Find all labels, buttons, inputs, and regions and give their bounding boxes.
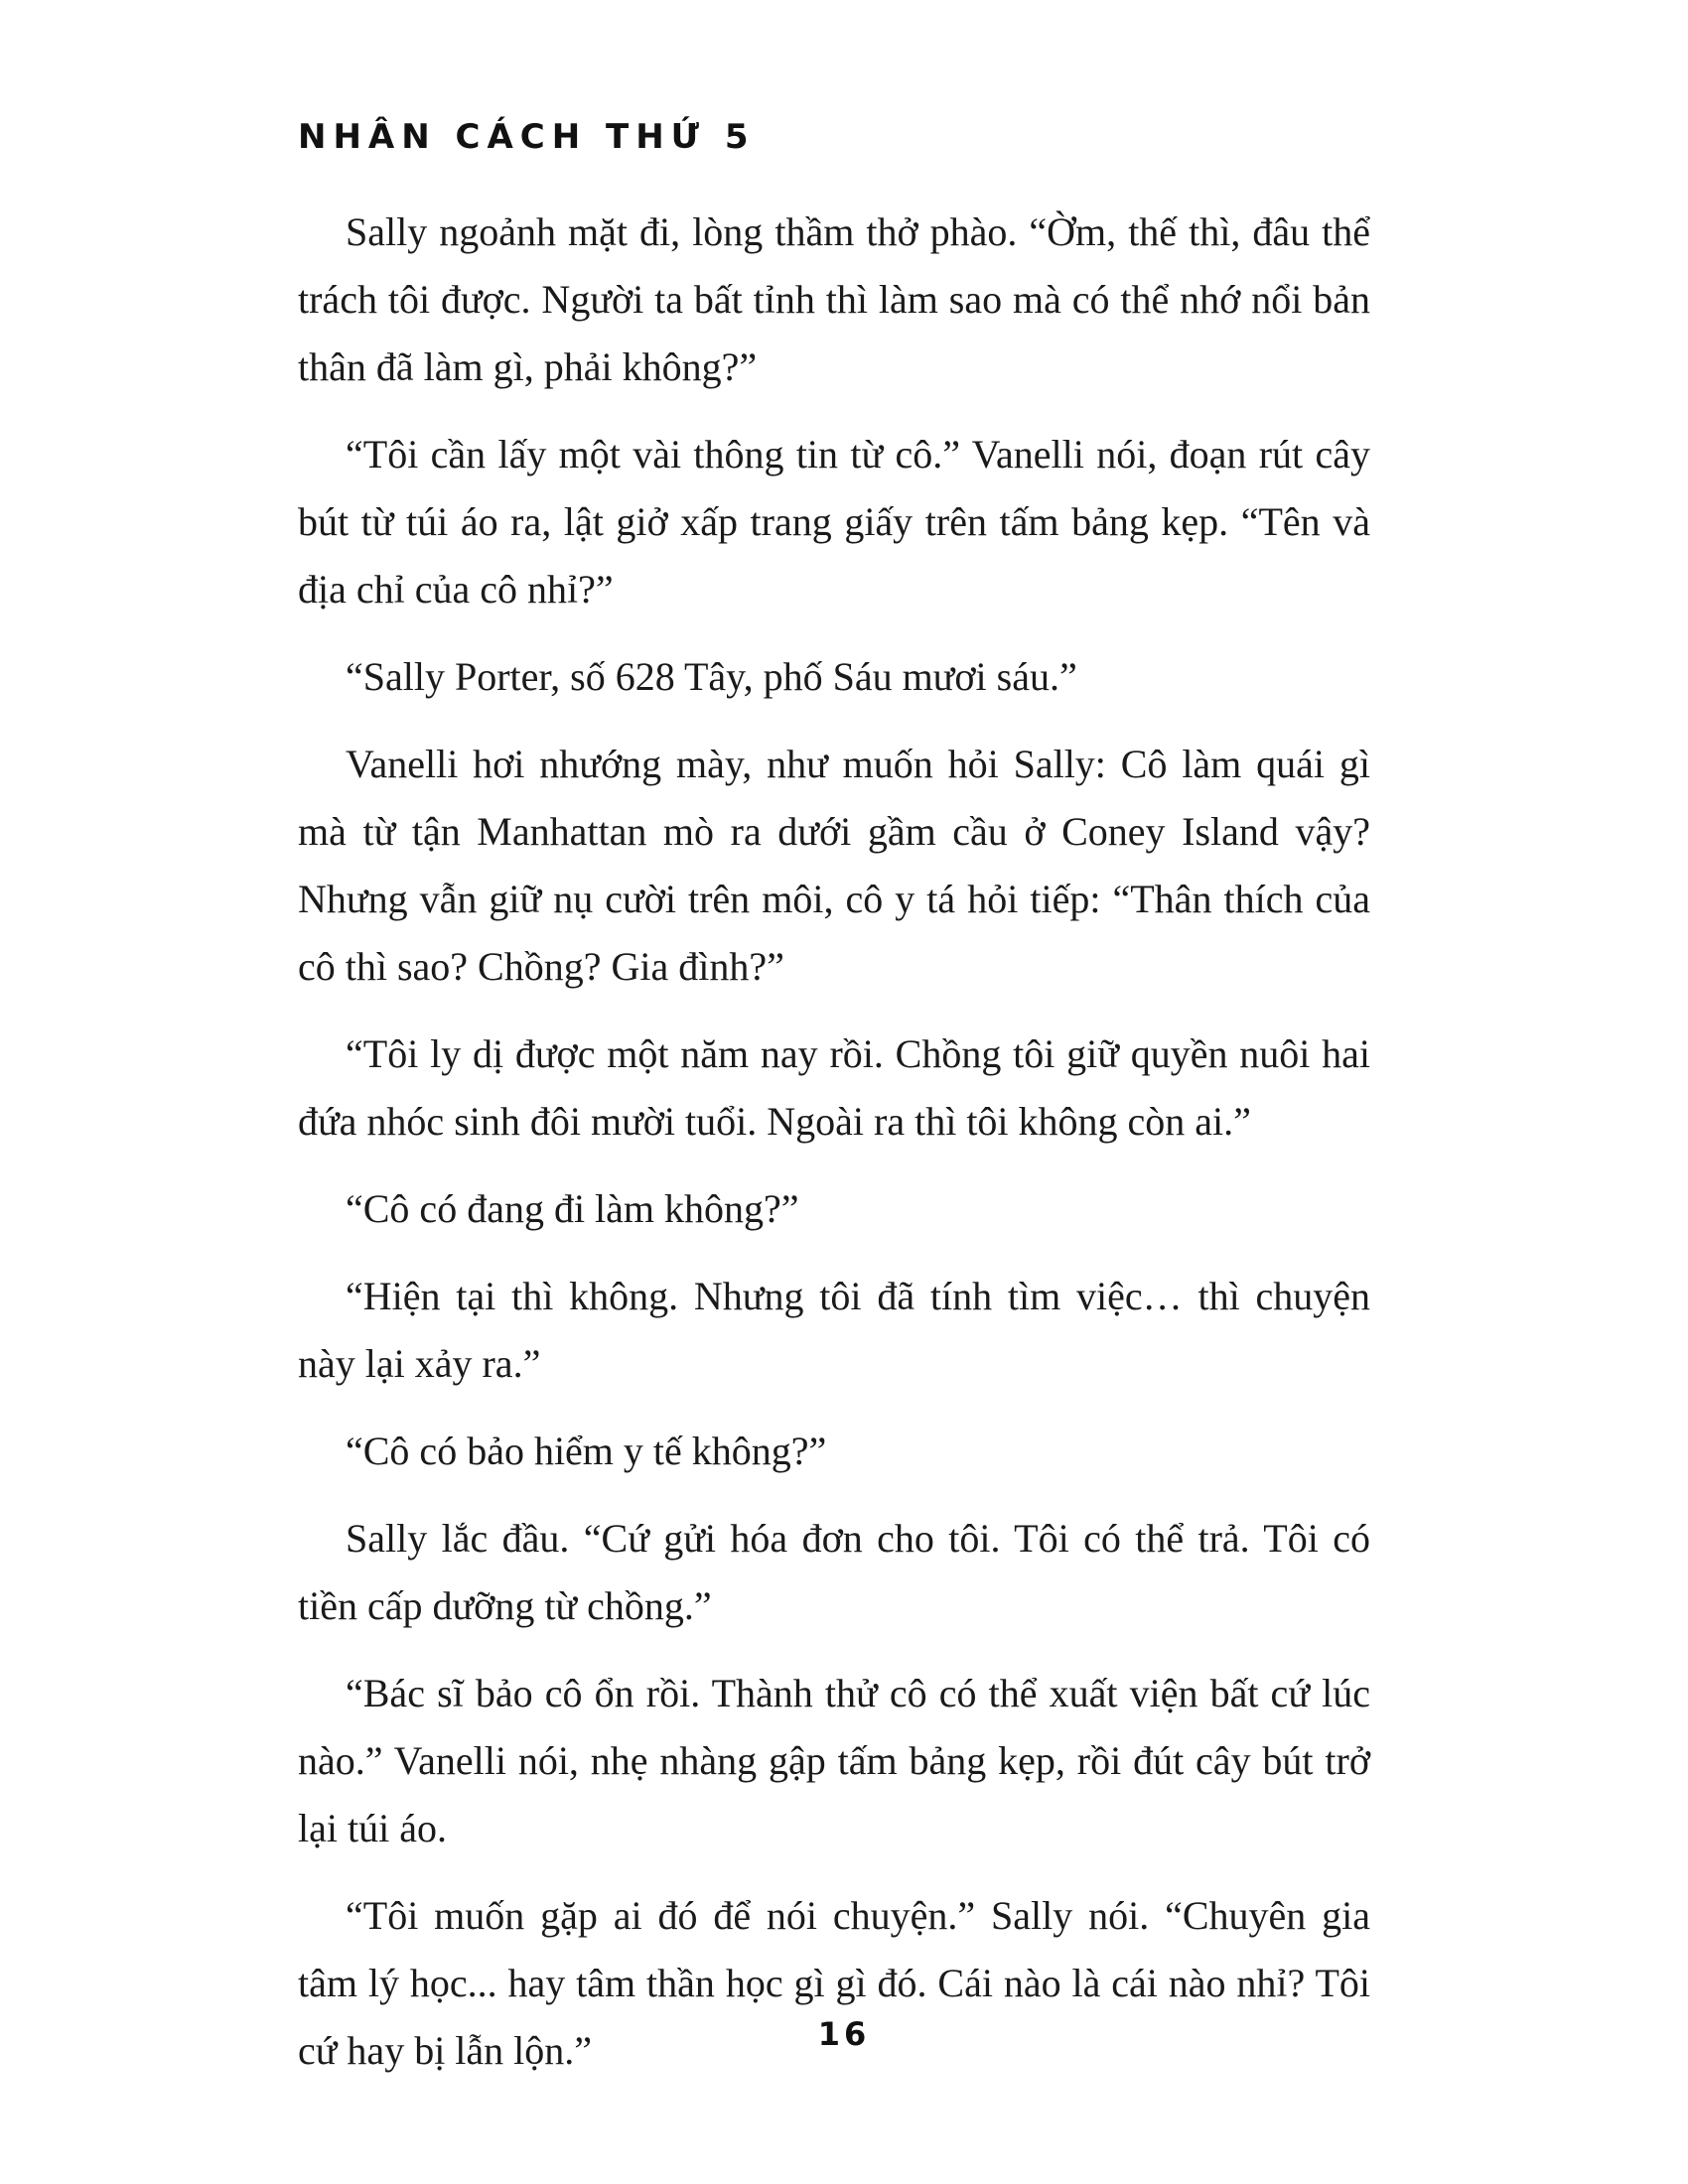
paragraph: “Tôi muốn gặp ai đó để nói chuyện.” Sally nói. “Chuyên gia tâm lý học... hay tâm thần học gì gì đó. Cái nào là cái nào nhỉ? Tôi cứ hay bị lẫn lộn.” [298,1893,1370,2073]
paragraph: Vanelli hơi nhướng mày, như muốn hỏi Sally: Cô làm quái gì mà từ tận Manhattan mò ra dưới gầm cầu ở Coney Island vậy? Nhưng vẫn giữ nụ cười trên môi, cô y tá hỏi tiếp: “Thân thích của cô thì sao? Chồng? Gia đình?” [298,742,1370,989]
paragraph: “Bác sĩ bảo cô ổn rồi. Thành thử cô có thể xuất viện bất cứ lúc nào.” Vanelli nói, nhẹ nhàng gập tấm bảng kẹp, rồi đút cây bút trở lại túi áo. [298,1671,1370,1850]
paragraph: Sally lắc đầu. “Cứ gửi hóa đơn cho tôi. Tôi có thể trả. Tôi có tiền cấp dưỡng từ chồng.” [298,1516,1370,1628]
paragraph: “Hiện tại thì không. Nhưng tôi đã tính tìm việc… thì chuyện này lại xảy ra.” [298,1274,1370,1386]
paragraph: Sally ngoảnh mặt đi, lòng thầm thở phào. “Ờm, thế thì, đâu thể trách tôi được. Người ta bất tỉnh thì làm sao mà có thể nhớ nổi bản thân đã làm gì, phải không?” [298,209,1370,389]
paragraph: “Sally Porter, số 628 Tây, phố Sáu mươi sáu.” [346,654,1077,699]
paragraph: “Cô có bảo hiểm y tế không?” [346,1429,827,1473]
paragraph: “Cô có đang đi làm không?” [346,1186,799,1231]
page-number: 16 [817,2015,871,2053]
paragraph: “Tôi cần lấy một vài thông tin từ cô.” Vanelli nói, đoạn rút cây bút từ túi áo ra, lật giở xấp trang giấy trên tấm bảng kẹp. “Tên và địa chỉ của cô nhỉ?” [298,432,1370,612]
running-header-title: NHÂN CÁCH THỨ 5 [298,117,756,157]
paragraph: “Tôi ly dị được một năm nay rồi. Chồng tôi giữ quyền nuôi hai đứa nhóc sinh đôi mười tuổi. Ngoài ra thì tôi không còn ai.” [298,1031,1370,1144]
body-text [298,199,1370,2105]
